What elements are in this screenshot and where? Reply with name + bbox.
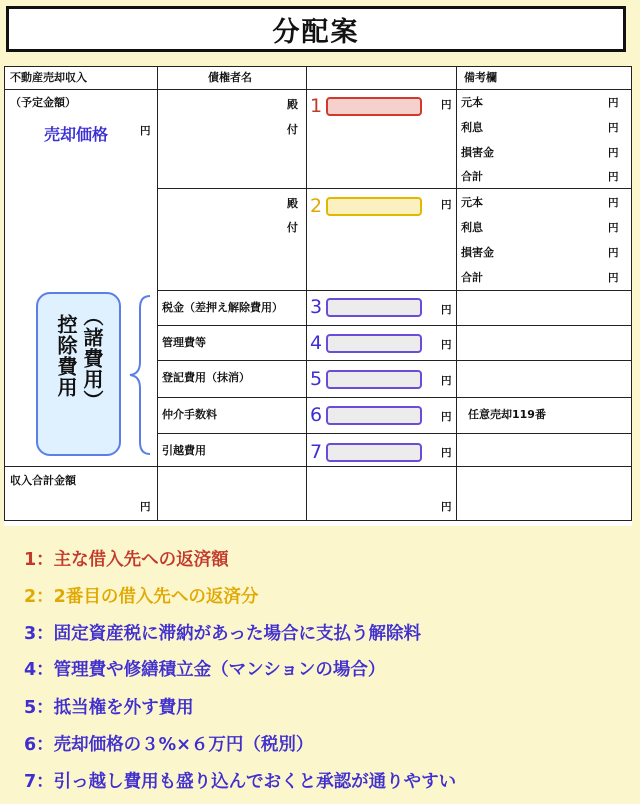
tsuki-label-1: 付 bbox=[287, 123, 298, 136]
legend-item: 6：売却価格の３%×６万円（税別） bbox=[24, 735, 314, 755]
header-income: 不動産売却収入 bbox=[10, 71, 87, 84]
number-4: 4 bbox=[310, 332, 323, 354]
legend-item: 2：2番目の借入先への返済分 bbox=[24, 587, 259, 607]
amount-input-3[interactable] bbox=[326, 298, 422, 317]
legend-item: 4：管理費や修繕積立金（マンションの場合） bbox=[24, 660, 386, 680]
expense-management: 管理費等 bbox=[162, 336, 206, 349]
dono-label-2: 殿 bbox=[287, 197, 298, 210]
number-5: 5 bbox=[310, 368, 323, 390]
amount-input-2[interactable] bbox=[326, 197, 422, 216]
yen-7: 円 bbox=[441, 447, 452, 459]
expense-tax: 税金（差押え解除費用） bbox=[162, 301, 283, 314]
remark-yen-1b: 円 bbox=[608, 122, 619, 134]
dono-label-1: 殿 bbox=[287, 98, 298, 111]
yen-2: 円 bbox=[441, 199, 452, 211]
number-2: 2 bbox=[310, 195, 323, 217]
header-creditor: 債権者名 bbox=[208, 71, 252, 84]
yen-3: 円 bbox=[441, 304, 452, 316]
distribution-table bbox=[4, 66, 632, 526]
yen-4: 円 bbox=[441, 339, 452, 351]
total-income-label: 収入合計金額 bbox=[10, 474, 76, 487]
remark-total-1: 合計 bbox=[461, 170, 483, 183]
expense-note: 任意売却119番 bbox=[468, 408, 546, 421]
amount-input-5[interactable] bbox=[326, 370, 422, 389]
number-3: 3 bbox=[310, 296, 323, 318]
yen-1: 円 bbox=[441, 99, 452, 111]
remark-interest-2: 利息 bbox=[461, 221, 483, 234]
yen-5: 円 bbox=[441, 375, 452, 387]
amount-input-1[interactable] bbox=[326, 97, 422, 116]
remark-principal-1: 元本 bbox=[461, 96, 483, 109]
remark-yen-1c: 円 bbox=[608, 147, 619, 159]
remark-total-2: 合計 bbox=[461, 271, 483, 284]
yen-6: 円 bbox=[441, 411, 452, 423]
sale-price-label: 売却価格 bbox=[44, 125, 109, 144]
tsuki-label-2: 付 bbox=[287, 221, 298, 234]
brace-icon bbox=[126, 294, 154, 456]
remark-yen-2b: 円 bbox=[608, 222, 619, 234]
amount-input-4[interactable] bbox=[326, 334, 422, 353]
legend-item: 3：固定資産税に滞納があった場合に支払う解除料 bbox=[24, 624, 421, 644]
remark-yen-1d: 円 bbox=[608, 171, 619, 183]
number-1: 1 bbox=[310, 95, 323, 117]
expense-brokerage: 仲介手数料 bbox=[162, 408, 217, 421]
remark-damages-1: 損害金 bbox=[461, 146, 494, 159]
expense-registration: 登記費用（抹消） bbox=[162, 371, 250, 384]
legend-item: 5：抵当権を外す費用 bbox=[24, 698, 194, 718]
deduction-label-box bbox=[36, 292, 121, 456]
remark-yen-2d: 円 bbox=[608, 272, 619, 284]
legend-item: 1：主な借入先への返済額 bbox=[24, 550, 229, 570]
remark-damages-2: 損害金 bbox=[461, 246, 494, 259]
legend-item: 7：引っ越し費用も盛り込んでおくと承認が通りやすい bbox=[24, 772, 457, 792]
remark-principal-2: 元本 bbox=[461, 196, 483, 209]
remark-yen-2c: 円 bbox=[608, 247, 619, 259]
remark-yen-2a: 円 bbox=[608, 197, 619, 209]
header-remarks: 備考欄 bbox=[464, 71, 497, 84]
total-yen-2: 円 bbox=[441, 501, 452, 513]
yen-label: 円 bbox=[140, 125, 151, 137]
remark-yen-1a: 円 bbox=[608, 97, 619, 109]
planned-amount-label: （予定金額） bbox=[10, 96, 76, 109]
deduction-label-b: （諸費用） bbox=[80, 306, 104, 411]
amount-input-7[interactable] bbox=[326, 443, 422, 462]
amount-input-6[interactable] bbox=[326, 406, 422, 425]
total-yen-1: 円 bbox=[140, 501, 151, 513]
number-7: 7 bbox=[310, 441, 323, 463]
page-title: 分配案 bbox=[6, 6, 626, 52]
expense-moving: 引越費用 bbox=[162, 444, 206, 457]
deduction-label-a: 控除費用 bbox=[54, 314, 78, 398]
remark-interest-1: 利息 bbox=[461, 121, 483, 134]
number-6: 6 bbox=[310, 404, 323, 426]
